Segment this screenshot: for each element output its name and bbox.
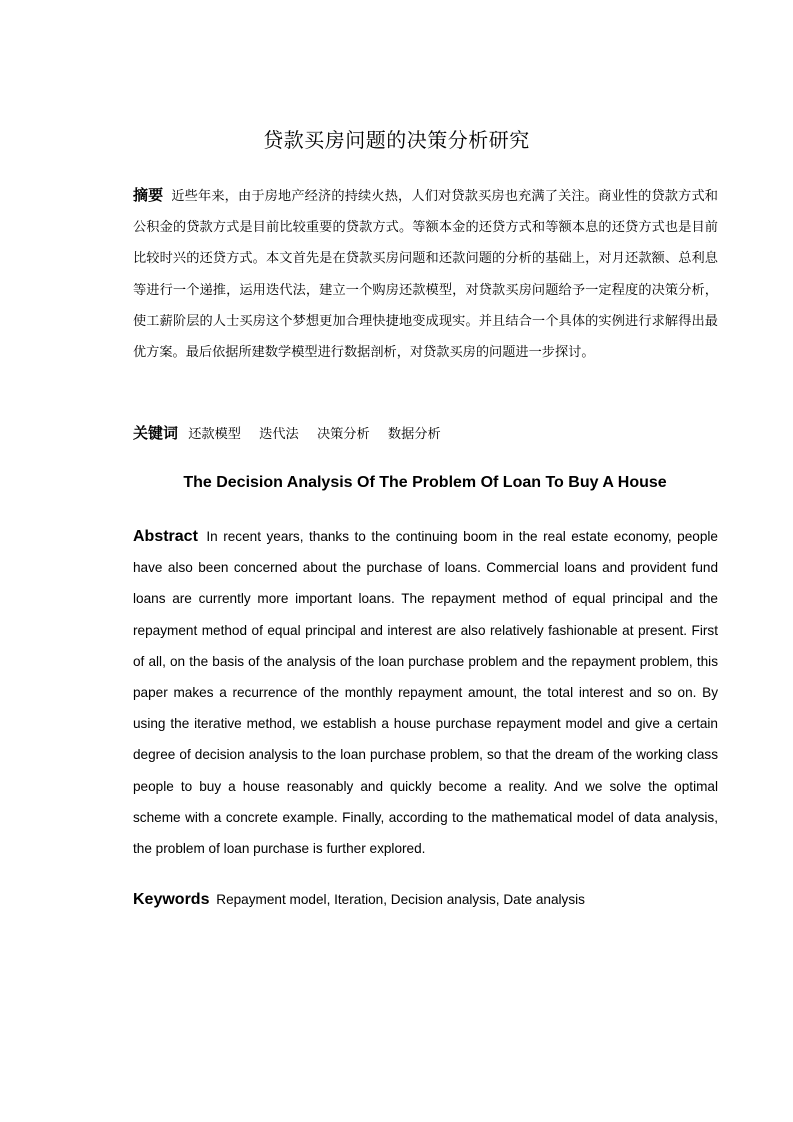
- chinese-keywords-label: 关键词: [133, 424, 179, 442]
- english-keywords-label: Keywords: [133, 891, 210, 908]
- chinese-title: 贷款买房问题的决策分析研究: [263, 128, 530, 152]
- english-abstract-text: In recent years, thanks to the continuing boom in the real estate economy, people have also been concerned about the purchase of loans. Commercial loans and provident fund loans are currently more important loans. The repayment method of equal principal and the repayment method of equal principal and interest are also relatively fashionable at present. First of all, on the basis of the analysis of the loan purchase problem and the repayment problem, this paper makes a recurrence of the monthly repayment amount, the total interest and so on. By using the iterative method, we establish a house purchase repayment model and give a certain degree of decision analysis to the loan purchase problem, so that the dream of the working class people to buy a house reasonably and quickly become a reality. And we solve the optimal scheme with a concrete example. Finally, according to the mathematical model of data analysis, the problem of loan purchase is further explored.: [133, 529, 718, 857]
- chinese-keywords: [133, 420, 718, 448]
- english-keywords-text: Repayment model, Iteration, Decision analysis, Date analysis: [216, 892, 585, 907]
- chinese-keyword: 还款模型: [188, 427, 241, 442]
- chinese-keyword: 数据分析: [387, 427, 441, 442]
- chinese-keyword: 迭代法: [259, 427, 299, 442]
- english-abstract: [133, 521, 718, 864]
- chinese-abstract: [133, 180, 718, 368]
- chinese-keyword: 决策分析: [316, 427, 370, 442]
- chinese-abstract-text: 近些年来，由于房地产经济的持续火热，人们对贷款买房也充满了关注。商业性的贷款方式和公积金的贷款方式是目前比较重要的贷款方式。等额本金的还贷方式和等额本息的还贷方式也是目前比较时兴的还贷方式。本文首先是在贷款买房问题和还款问题的分析的基础上，对月还款额、总利息等进行一个递推，运用迭代法，建立一个购房还款模型，对贷款买房问题给予一定程度的决策分析，使工薪阶层的人士买房这个梦想更加合理快捷地变成现实。并且结合一个具体的实例进行求解得出最优方案。最后依据所建数学模型进行数据剖析，对贷款买房的问题进一步探讨。: [133, 189, 718, 361]
- english-keywords: [133, 886, 733, 914]
- chinese-abstract-label: 摘要: [133, 186, 164, 204]
- english-abstract-label: Abstract: [133, 528, 198, 545]
- english-title: The Decision Analysis Of The Problem Of Loan To Buy A House: [183, 474, 667, 491]
